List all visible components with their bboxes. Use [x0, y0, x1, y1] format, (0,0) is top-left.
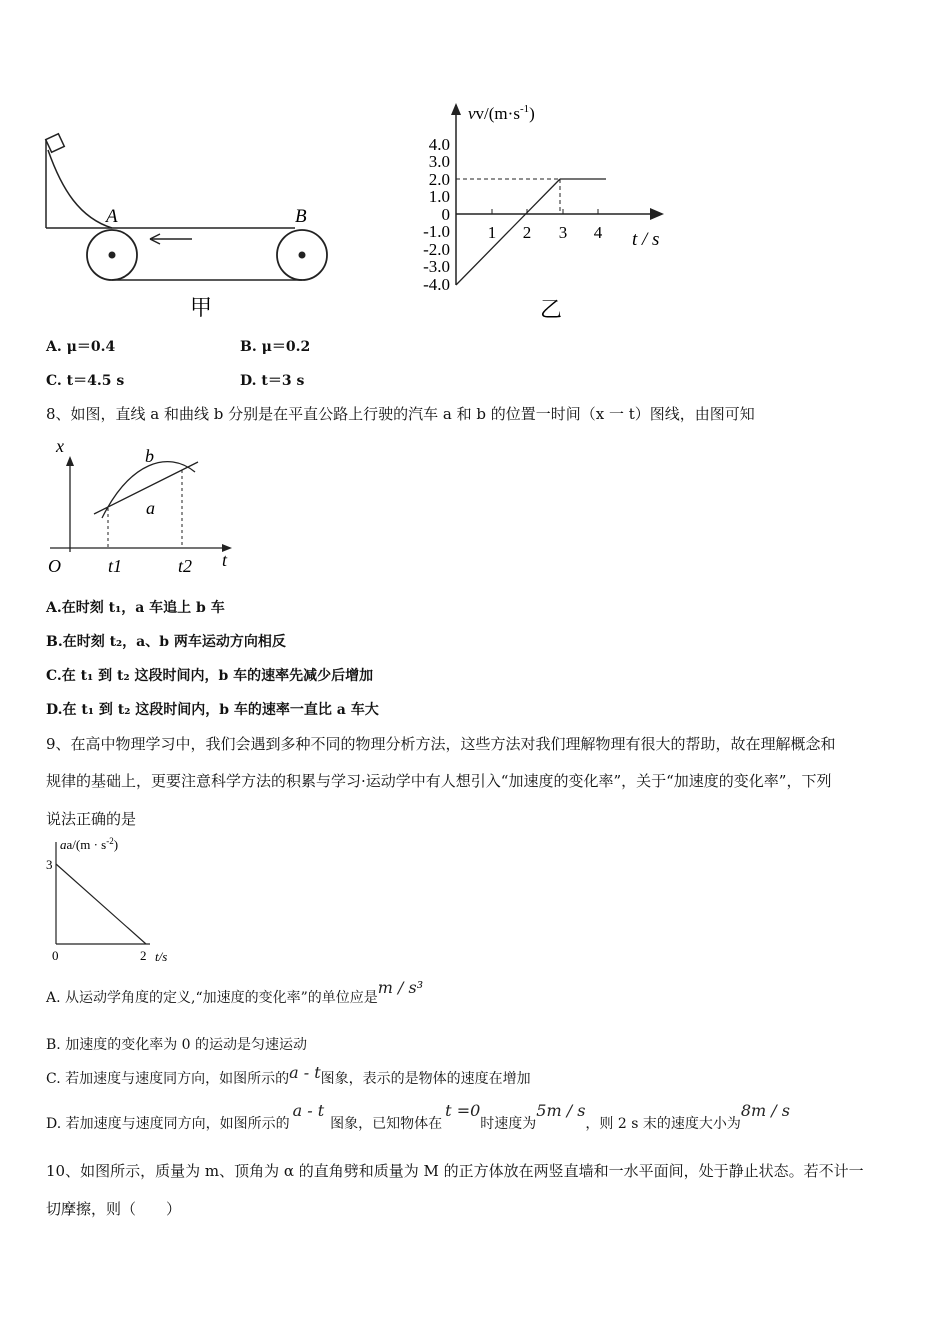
q7-option-c[interactable]: C. t＝4.5 s: [46, 373, 125, 389]
y-axis-unit: a/(m · s: [66, 837, 107, 852]
q9-option-d-text-1: D. 若加速度与速度同方向，如图所示的: [46, 1116, 290, 1132]
curve-b-label: b: [145, 446, 154, 466]
origin-label: 0: [52, 948, 59, 963]
y-axis-close: ): [113, 837, 119, 852]
t2-label: t2: [178, 556, 193, 576]
line-a-label: a: [146, 498, 155, 518]
q8-option-a[interactable]: A.在时刻 t₁，a 车追上 b 车: [46, 600, 225, 616]
y-tick: -2.0: [423, 240, 450, 259]
x-tick: 3: [558, 223, 568, 242]
y-tick: 4.0: [428, 135, 450, 154]
y-tick: 2.0: [428, 170, 450, 189]
q9-option-a-unit: m / s³: [377, 978, 424, 997]
q9-option-d-math-1: a - t: [292, 1101, 325, 1120]
label-a-point: A: [106, 206, 118, 227]
y-axis-label: $aa/(m \cdot s^{-2})$: [60, 836, 119, 852]
y-axis-unit: v/(m·s: [475, 104, 520, 123]
y-axis-exp: -1: [519, 103, 530, 115]
figure-q9-at-graph: [40, 836, 190, 966]
q9-option-d-text-2: 图象，已知物体在: [330, 1116, 443, 1132]
figure-q8-xt-graph: [40, 432, 250, 582]
figure-jia: [40, 130, 340, 330]
x-axis-label: x: [56, 436, 64, 456]
q9-option-a-text: A. 从运动学角度的定义,“加速度的变化率”的单位应是: [46, 990, 378, 1006]
q9-option-d-math-4: 8m / s: [740, 1101, 790, 1120]
x-axis-label: t/s: [155, 949, 168, 964]
q9-option-c-text-1: C. 若加速度与速度同方向，如图所示的: [46, 1071, 290, 1087]
y-tick: -3.0: [423, 257, 450, 276]
label-b-point: B: [295, 206, 307, 227]
q9-option-d-text-3: 时速度为: [480, 1116, 537, 1132]
x-tick: 1: [487, 223, 497, 242]
q9-stem-line-2: 规律的基础上，更要注意科学方法的积累与学习·运动学中有人想引入“加速度的变化率”，关于“加速度的变化率”，下列: [46, 772, 832, 790]
figure-yi: [410, 95, 680, 325]
q9-stem-line-1: 9、在高中物理学习中，我们会遇到多种不同的物理分析方法，这些方法对我们理解物理有很大的帮助，故在理解概念和: [46, 735, 836, 753]
t1-label: t1: [108, 556, 123, 576]
q8-stem: 8、如图，直线 a 和曲线 b 分别是在平直公路上行驶的汽车 a 和 b 的位置一时间（x 一 t）图线，由图可知: [46, 405, 755, 423]
y-tick: 1.0: [428, 187, 450, 206]
y-tick: 0: [441, 205, 450, 224]
q9-option-b[interactable]: B. 加速度的变化率为 0 的运动是匀速运动: [46, 1037, 307, 1053]
y-tick: -1.0: [423, 222, 450, 241]
origin-label: O: [48, 556, 61, 576]
y-axis-label: $vv/(m\cdot s^{-1})$: [468, 103, 535, 123]
x-tick: 2: [522, 223, 532, 242]
q8-option-b[interactable]: B.在时刻 t₂，a、b 两车运动方向相反: [46, 634, 286, 650]
caption-yi: 乙: [540, 297, 563, 322]
t-axis-label: t: [222, 550, 228, 570]
q7-option-d[interactable]: D. t＝3 s: [240, 373, 305, 389]
q9-option-d-text-4: ，则 2 s 末的速度大小为: [585, 1116, 741, 1132]
q7-option-b[interactable]: B. μ＝0.2: [240, 339, 311, 355]
x-tick: 4: [593, 223, 603, 242]
y-tick: -4.0: [423, 275, 450, 294]
q9-option-c-math: a - t: [289, 1063, 321, 1082]
y-axis-close: ): [529, 104, 535, 123]
q8-option-d[interactable]: D.在 t₁ 到 t₂ 这段时间内，b 车的速率一直比 a 车大: [46, 702, 379, 718]
q7-option-a[interactable]: A. μ＝0.4: [46, 339, 116, 355]
caption-jia: 甲: [190, 295, 213, 320]
y-value-label: 3: [46, 857, 53, 872]
q10-stem-line-2: 切摩擦，则（ ）: [46, 1200, 182, 1218]
x-value-label: 2: [140, 948, 147, 963]
q9-option-d-math-3: 5m / s: [536, 1101, 586, 1120]
q9-option-c[interactable]: [46, 1063, 531, 1088]
q8-option-c[interactable]: C.在 t₁ 到 t₂ 这段时间内，b 车的速率先减少后增加: [46, 668, 374, 684]
q9-option-a[interactable]: [46, 978, 424, 1007]
q9-option-d-math-2: t =0: [445, 1101, 481, 1120]
q9-stem-line-3: 说法正确的是: [46, 810, 137, 828]
q9-option-d[interactable]: [46, 1101, 790, 1133]
x-axis-label: t / s: [632, 229, 660, 250]
y-axis-exp: -2: [106, 836, 114, 846]
y-tick: 3.0: [428, 152, 450, 171]
q9-option-c-text-2: 图象，表示的是物体的速度在增加: [320, 1071, 531, 1087]
q10-stem-line-1: 10、如图所示，质量为 m、顶角为 α 的直角劈和质量为 M 的正方体放在两竖直墙和一水平面间，处于静止状态。若不计一: [46, 1162, 864, 1180]
